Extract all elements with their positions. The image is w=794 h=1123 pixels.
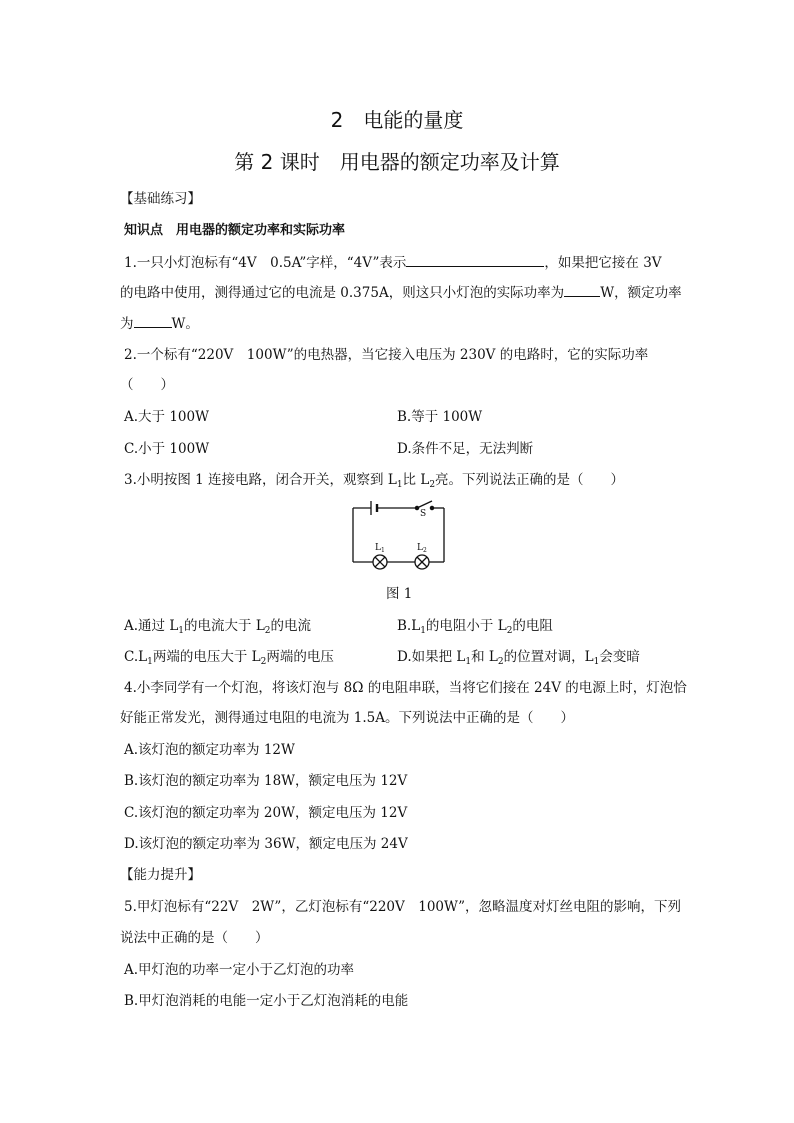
q1-blank-3[interactable]: [134, 313, 172, 328]
q1-blank-1[interactable]: [406, 252, 544, 267]
circuit-diagram: [340, 492, 456, 574]
q1-line2: [120, 281, 682, 301]
q1-text-3a: 为: [120, 316, 134, 332]
q5-option-b[interactable]: B.甲灯泡消耗的电能一定小于乙灯泡消耗的电能: [124, 993, 409, 1009]
lamp2-label: $L_2$: [417, 543, 427, 554]
q5-line1: 5.甲灯泡标有“22V 2W”，乙灯泡标有“220V 100W”，忽略温度对灯丝电阻的影响，下列: [124, 899, 682, 915]
q2-option-c[interactable]: C.小于 100W: [124, 441, 210, 457]
q4-option-c[interactable]: C.该灯泡的额定功率为 20W，额定电压为 12V: [124, 805, 408, 821]
q5-option-a[interactable]: A.甲灯泡的功率一定小于乙灯泡的功率: [124, 962, 355, 978]
q3-stem-a: 3.小明按图 1 连接电路，闭合开关，观察到 L: [124, 472, 397, 488]
switch-label: S: [420, 509, 427, 519]
lesson-title: 第 2 课时 用电器的额定功率及计算: [234, 150, 560, 174]
q3-option-c[interactable]: $C.L_1$两端的电压大于 $L_2$两端的电压: [124, 649, 334, 667]
q3-option-b[interactable]: $B.L_1$的电阻小于 $L_2$的电阻: [397, 618, 553, 636]
knowledge-point: 知识点 用电器的额定功率和实际功率: [124, 223, 346, 238]
switch-lever: [417, 501, 432, 508]
q2-option-a[interactable]: A.大于 100W: [124, 409, 209, 425]
q1-text-1b: ，如果把它接在 3V: [544, 255, 662, 271]
q3-stem-b: 比 L: [402, 472, 430, 488]
q4-option-d[interactable]: D.该灯泡的额定功率为 36W，额定电压为 24V: [124, 836, 408, 852]
q2-stem: 2.一个标有“220V 100W”的电热器，当它接入电压为 230V 的电路时，它的实际功率: [124, 347, 649, 363]
q3-option-a[interactable]: A.通过 $L_1$的电流大于 $L_2$的电流: [124, 618, 312, 636]
q2-paren: （ ）: [120, 377, 174, 393]
lamp1-label: $L_1$: [375, 543, 385, 554]
q3-stem-sub1: 1: [396, 480, 403, 490]
q3-option-d[interactable]: D.如果把 $L_1$和 $L_2$的位置对调，$L_1$会变暗: [397, 649, 640, 667]
q2-option-b[interactable]: B.等于 100W: [397, 409, 483, 425]
q1-text-3b: W。: [171, 316, 199, 332]
chapter-title: 2 电能的量度: [330, 108, 464, 132]
section-basic-label: 【基础练习】: [120, 191, 201, 207]
q1-line1: [124, 251, 662, 271]
q1-text-2a: 的电路中使用，测得通过它的电流是 0.375A，则这只小灯泡的实际功率为: [120, 285, 565, 301]
q2-option-d[interactable]: D.条件不足，无法判断: [397, 441, 534, 457]
q4-line1: 4.小李同学有一个灯泡，将该灯泡与 8Ω 的电阻串联，当将它们接在 24V 的电源上时，灯泡恰: [124, 680, 687, 696]
q5-line2: 说法中正确的是（ ）: [120, 930, 269, 946]
q3-stem-c: 亮。下列说法正确的是（ ）: [435, 472, 625, 488]
q3-stem: [124, 468, 624, 488]
q1-text-1a: 1.一只小灯泡标有“4V 0.5A”字样，“4V”表示: [124, 255, 407, 271]
section-advanced-label: 【能力提升】: [120, 867, 201, 883]
q1-text-2b: W，额定功率: [600, 285, 682, 301]
q4-option-b[interactable]: B.该灯泡的额定功率为 18W，额定电压为 12V: [124, 773, 408, 789]
q4-line2: 好能正常发光，测得通过电阻的电流为 1.5A。下列说法中正确的是（ ）: [120, 710, 575, 726]
q1-line3: [120, 312, 199, 332]
q4-option-a[interactable]: A.该灯泡的额定功率为 12W: [124, 742, 295, 758]
figure-caption: 图 1: [386, 586, 413, 602]
q1-blank-2[interactable]: [564, 282, 600, 297]
q3-stem-sub2: 2: [429, 480, 436, 490]
